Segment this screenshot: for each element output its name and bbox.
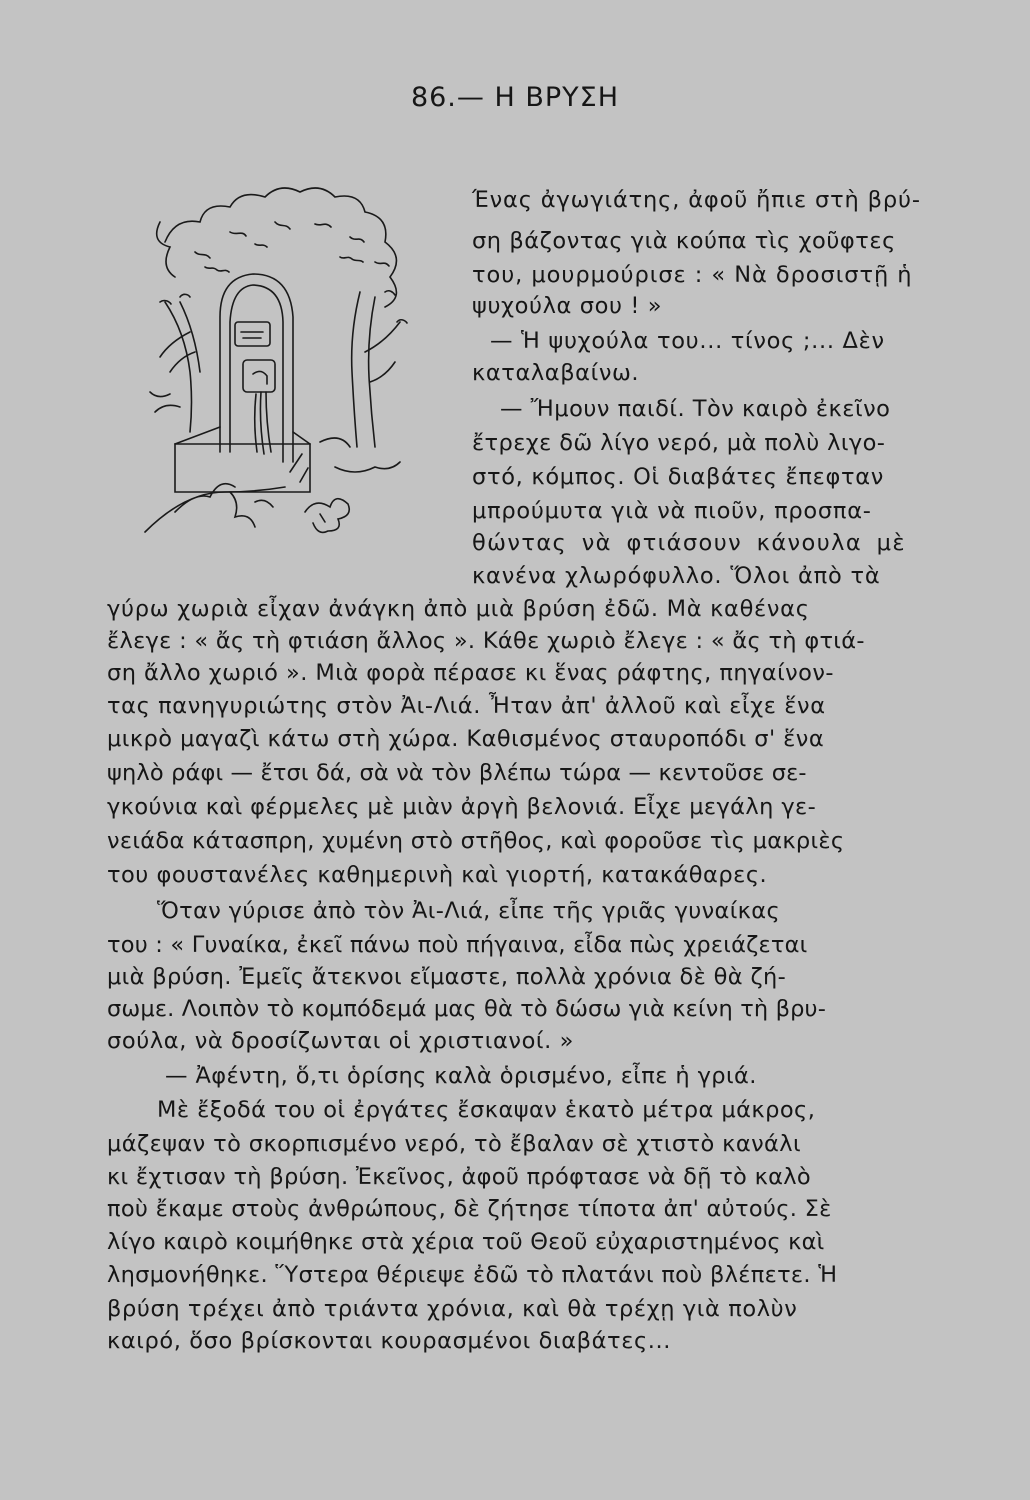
- text-line: μιὰ βρύση. Ἐμεῖς ἄτεκνοι εἴμαστε, πολλὰ χρόνια δὲ θὰ ζή-: [107, 964, 787, 990]
- text-line: στό, κόμπος. Οἱ διαβάτες ἔπεφταν: [472, 464, 885, 490]
- text-line: μικρὸ μαγαζὶ κάτω στὴ χώρα. Καθισμένος σταυροπόδι σ' ἕνα: [107, 726, 825, 752]
- text-line: τας πανηγυριώτης στὸν Ἀι-Λιά. Ἦταν ἀπ' ἀλλοῦ καὶ εἶχε ἕνα: [107, 693, 826, 719]
- chapter-title: 86.— Η ΒΡΥΣΗ: [410, 82, 620, 113]
- text-line: ση βάζοντας γιὰ κούπα τὶς χοῦφτες: [472, 228, 896, 254]
- fountain-illustration: [135, 182, 455, 557]
- text-line: καταλαβαίνω.: [472, 360, 640, 386]
- text-line: ψηλὸ ράφι — ἔτσι δά, σὰ νὰ τὸν βλέπω τώρα — κεντοῦσε σε-: [107, 760, 807, 786]
- text-line: λίγο καιρὸ κοιμήθηκε στὰ χέρια τοῦ Θεοῦ εὐχαριστημένος καὶ: [107, 1229, 825, 1255]
- text-line: του : « Γυναίκα, ἐκεῖ πάνω ποὺ πήγαινα, εἶδα πὼς χρειάζεται: [107, 932, 808, 958]
- text-line: θώντας νὰ φτιάσουν κάνουλα μὲ: [472, 530, 906, 556]
- text-line: ἔτρεχε δῶ λίγο νερό, μὰ πολὺ λιγο-: [472, 430, 886, 456]
- text-line: καιρό, ὅσο βρίσκονται κουρασμένοι διαβάτες...: [107, 1328, 672, 1354]
- text-line: μάζεψαν τὸ σκορπισμένο νερό, τὸ ἔβαλαν σὲ χτιστὸ κανάλι: [107, 1131, 802, 1157]
- text-line: Ὅταν γύρισε ἀπὸ τὸν Ἀι-Λιά, εἶπε τῆς γριᾶς γυναίκας: [157, 898, 781, 924]
- text-line: γύρω χωριὰ εἶχαν ἀνάγκη ἀπὸ μιὰ βρύση ἐδῶ. Μὰ καθένας: [107, 596, 810, 622]
- text-line: — Ἤμουν παιδί. Τὸν καιρὸ ἐκεῖνο: [500, 396, 891, 422]
- text-line: — Ἡ ψυχούλα του... τίνος ;... Δὲν: [490, 328, 885, 354]
- text-line: ψυχούλα σου ! »: [472, 293, 663, 319]
- text-line: ση ἄλλο χωριό ». Μιὰ φορὰ πέρασε κι ἕνας ράφτης, πηγαίνον-: [107, 660, 834, 686]
- text-line: νειάδα κάτασπρη, χυμένη στὸ στῆθος, καὶ φοροῦσε τὶς μακριὲς: [107, 828, 845, 854]
- text-line: βρύση τρέχει ἀπὸ τριάντα χρόνια, καὶ θὰ τρέχῃ γιὰ πολὺν: [107, 1296, 798, 1322]
- text-line: Μὲ ἔξοδά του οἱ ἐργάτες ἔσκαψαν ἑκατὸ μέτρα μάκρος,: [157, 1097, 816, 1123]
- text-line: σούλα, νὰ δροσίζωνται οἱ χριστιανοί. »: [107, 1028, 575, 1054]
- text-line: Ένας ἀγωγιάτης, ἀφοῦ ἤπιε στὴ βρύ-: [472, 187, 921, 213]
- text-line: του, μουρμούρισε : « Νὰ δροσιστῇ ἡ: [472, 262, 913, 288]
- text-line: γκούνια καὶ φέρμελες μὲ μιὰν ἀργὴ βελονιά. Εἶχε μεγάλη γε-: [107, 794, 817, 820]
- text-line: λησμονήθηκε. Ὕστερα θέριεψε ἐδῶ τὸ πλατάνι ποὺ βλέπετε. Ἡ: [107, 1262, 838, 1288]
- text-line: σωμε. Λοιπὸν τὸ κομπόδεμά μας θὰ τὸ δώσω γιὰ κείνη τὴ βρυ-: [107, 996, 826, 1022]
- text-line: — Ἀφέντη, ὅ,τι ὁρίσης καλὰ ὁρισμένο, εἶπε ἡ γριά.: [165, 1063, 757, 1089]
- text-line: ποὺ ἔκαμε στοὺς ἀνθρώπους, δὲ ζήτησε τίποτα ἀπ' αὐτούς. Σὲ: [107, 1196, 832, 1222]
- text-line: μπρούμυτα γιὰ νὰ πιοῦν, προσπα-: [472, 498, 872, 524]
- text-line: ἔλεγε : « ἄς τὴ φτιάση ἄλλος ». Κάθε χωριὸ ἔλεγε : « ἄς τὴ φτιά-: [107, 628, 865, 654]
- text-line: κανένα χλωρόφυλλο. Ὅλοι ἀπὸ τὰ: [472, 563, 881, 589]
- text-line: του φουστανέλες καθημερινὴ καὶ γιορτή, κατακάθαρες.: [107, 862, 768, 888]
- text-line: κι ἔχτισαν τὴ βρύση. Ἐκεῖνος, ἀφοῦ πρόφτασε νὰ δῇ τὸ καλὸ: [107, 1164, 811, 1190]
